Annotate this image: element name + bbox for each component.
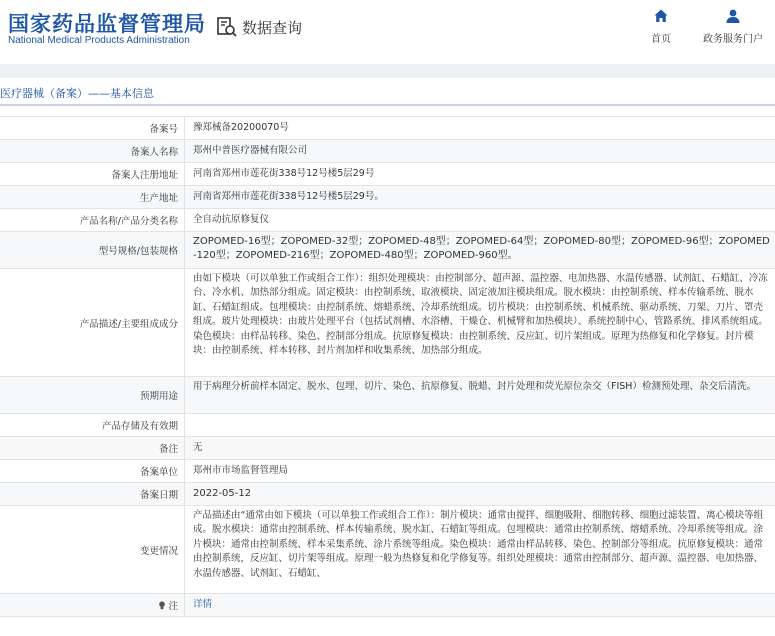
field-value: ZOPOMED-16型；ZOPOMED-32型；ZOPOMED-48型；ZOPOMED-64型；ZOPOMED-80型；ZOPOMED-96型；ZOPOMED-120型；ZOPOMED-216型；ZOPOMED-480型；ZOPOMED-960型。 (193, 236, 770, 262)
field-value: 郑州市市场监督管理局 (193, 464, 289, 476)
field-label: 产品描述/主要组成成分 (0, 269, 185, 376)
row-product-name (0, 209, 775, 232)
field-value: 无 (193, 441, 203, 453)
row-change-history (0, 506, 775, 594)
row-record-number (0, 117, 775, 140)
field-value: 由如下模块（可以单独工作或组合工作）：组织处理模块：由控制部分、超声源、温控器、电加热器、水温传感器、试剂缸、石蜡缸、冷冻台、冷水机、加热部分组成。固定模块：由控制系统、取液模块、固定液加注模块组成。脱水模块：由控制系统、样本传输系统、脱水缸、石蜡缸组成。包埋模块：由控制系统、熔蜡系统、冷却系统组成。切片模块：由控制系统、机械系统、驱动系统、刀架、刀片、罩壳组成。玻片处理模块：由玻片处理平台（包括试剂槽、水浴槽、干燥仓、机械臂和加热模块）、系统控制中心、管路系统、排风系统组成。染色模块：由样品转移、染色、控制部分组成。抗原修复模块：由控制系统、反应缸、切片架组成。原理为热修复和化学修复。封片模块：由控制系统、样本转移、封片剂加样和收集系统、加热部分组成。 (193, 273, 768, 357)
row-registrant-address (0, 163, 775, 186)
home-icon (653, 8, 669, 24)
field-label: 备案日期 (0, 483, 185, 505)
nav-portal-label: 政务服务门户 (703, 34, 763, 45)
field-label: 预期用途 (0, 377, 185, 413)
data-query-header[interactable] (216, 14, 302, 40)
data-query-label: 数据查询 (242, 18, 303, 37)
site-logo-title[interactable]: 国家药品监督管理局 (8, 12, 206, 36)
field-label: 备案单位 (0, 460, 185, 482)
nav-home[interactable] (651, 8, 671, 45)
field-label: 生产地址 (0, 186, 185, 208)
field-label: 备注 (0, 437, 185, 459)
header-separator (0, 64, 775, 78)
document-search-icon (216, 16, 238, 38)
row-filing-unit (0, 460, 775, 483)
field-label: 型号规格/包装规格 (0, 232, 185, 268)
field-value (185, 594, 775, 616)
field-label: 产品存储及有效期 (0, 414, 185, 436)
field-label: 备案人名称 (0, 140, 185, 162)
field-value: 郑州中普医疗器械有限公司 (193, 144, 308, 156)
site-header (0, 0, 775, 60)
lightbulb-icon (158, 601, 166, 610)
row-production-address (0, 186, 775, 209)
nav-home-label: 首页 (651, 34, 671, 45)
field-label: 变更情况 (0, 506, 185, 593)
user-icon (725, 8, 741, 24)
field-value: 豫郑械备20200070号 (193, 121, 289, 133)
details-link[interactable]: 详情 (193, 598, 213, 610)
field-value (185, 414, 775, 436)
row-model-spec (0, 232, 775, 269)
breadcrumb-title: 医疗器械（备案）——基本信息 (0, 87, 154, 100)
row-registrant-name (0, 140, 775, 163)
row-remarks (0, 437, 775, 460)
record-detail-table (0, 116, 775, 617)
field-value: 产品描述由“通常由如下模块（可以单独工作或组合工作）：制片模块：通常由搅拌、细胞吸附、细胞转移、细胞过滤装置、离心模块等组成。脱水模块：通常由控制系统、样本传输系统、脱水缸、石蜡缸等组成。包埋模块：通常由控制系统、熔蜡系统、冷却系统等组成。涂片模块：通常由控制系统、样本采集系统、涂片系统等组成。染色模块：通常由样品转移、染色、控制部分等组成。抗原修复模块：通常由控制系统，反应缸、切片架等组成。原理一般为热修复和化学修复等。组织处理模块：通常由控制部分、超声源、温控器、电加热器、水温传感器、试剂缸、石蜡缸、 (193, 510, 764, 579)
row-note (0, 594, 775, 617)
row-intended-use (0, 377, 775, 414)
field-value: 用于病理分析前样本固定、脱水、包埋、切片、染色、抗原修复、脱蜡、封片处理和荧光原位杂交（FISH）检测预处理、杂交后清洗。 (193, 381, 756, 392)
site-logo-subtitle: National Medical Products Administration (8, 35, 190, 46)
note-label: 注 (168, 601, 178, 612)
field-label: 产品名称/产品分类名称 (0, 209, 185, 231)
nav-government-portal[interactable] (703, 8, 763, 45)
field-value: 全自动抗原修复仪 (193, 213, 270, 225)
field-label-note (0, 594, 185, 616)
breadcrumb (0, 78, 775, 106)
field-value: 河南省郑州市莲花街338号12号楼5层29号。 (193, 190, 384, 202)
row-product-description (0, 269, 775, 377)
row-filing-date (0, 483, 775, 506)
field-value: 2022-05-12 (193, 487, 252, 499)
field-label: 备案号 (0, 117, 185, 139)
row-storage-validity (0, 414, 775, 437)
field-value: 河南省郑州市莲花街338号12号楼5层29号 (193, 167, 375, 179)
field-label: 备案人注册地址 (0, 163, 185, 185)
